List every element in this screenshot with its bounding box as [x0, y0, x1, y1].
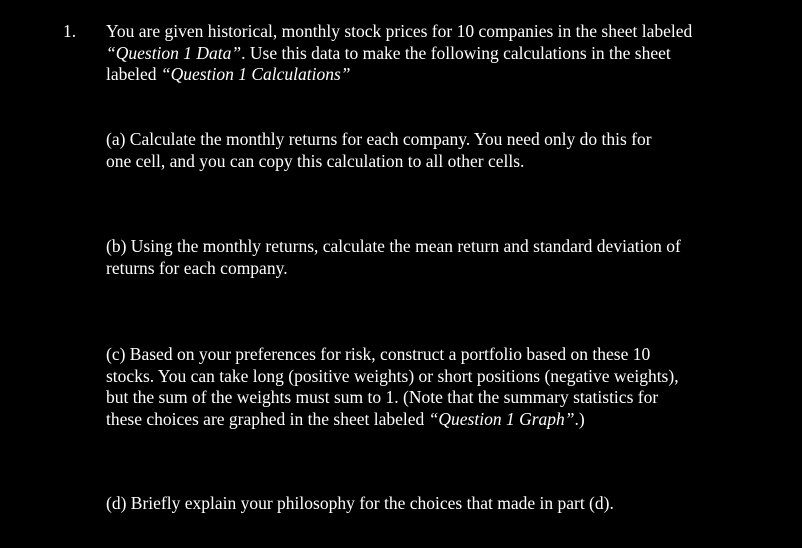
part-d: [106, 493, 766, 515]
data-sheet-name: “Question 1 Data”: [106, 42, 242, 63]
intro-line-2: [106, 43, 766, 65]
part-b: [106, 236, 766, 279]
part-c-line-4: [106, 409, 766, 431]
intro-line-3-pre: labeled: [106, 64, 161, 84]
intro-line-3: [106, 64, 766, 86]
calculations-sheet-name: “Question 1 Calculations”: [160, 64, 351, 84]
part-a: [106, 129, 766, 172]
part-c-line-3: but the sum of the weights must sum to 1. (Note that the summary statistics for: [106, 387, 659, 407]
part-a-line-2: one cell, and you can copy this calculation to all other cells.: [106, 150, 525, 171]
part-d-line-1: (d) Briefly explain your philosophy for the choices that made in part (d).: [106, 493, 614, 513]
question-number: 1.: [63, 21, 77, 41]
part-b-line-2: returns for each company.: [106, 257, 288, 278]
part-b-line-1: (b) Using the monthly returns, calculate the mean return and standard deviation of: [106, 236, 681, 256]
part-c-line-4-pre: these choices are graphed in the sheet labeled: [106, 408, 429, 429]
part-c-line-1: (c) Based on your preferences for risk, construct a portfolio based on these 10: [106, 344, 651, 364]
intro-line-2-rest: . Use this data to make the following calculations in the sheet: [241, 42, 671, 63]
intro-line-1: You are given historical, monthly stock prices for 10 companies in the sheet labeled: [106, 21, 693, 41]
part-c-line-4-post: .): [574, 408, 585, 429]
part-a-line-1: (a) Calculate the monthly returns for each company. You need only do this for: [106, 129, 652, 149]
part-c: [106, 344, 766, 430]
part-c-line-2: stocks. You can take long (positive weights) or short positions (negative weights),: [106, 365, 679, 386]
graph-sheet-name: “Question 1 Graph”: [428, 408, 575, 429]
question-intro: [106, 21, 766, 86]
